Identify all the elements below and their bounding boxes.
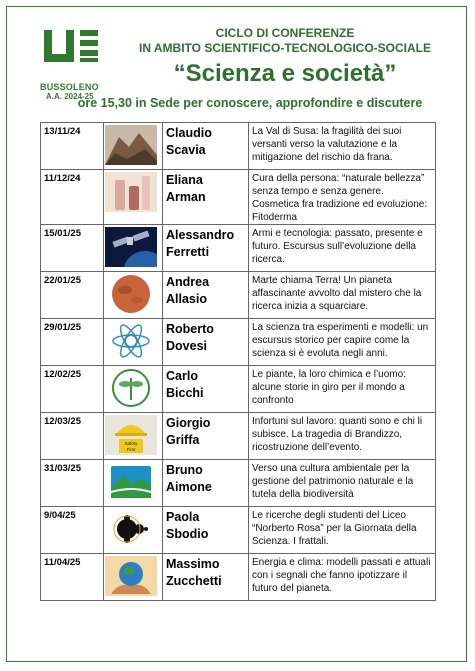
safety-image bbox=[105, 415, 157, 455]
talk-description: La Val di Susa: la fragilità dei suoi versanti verso la valutazione e la mitigazione del rischio da frana. bbox=[249, 123, 436, 170]
speaker-first-name: Eliana bbox=[166, 173, 203, 187]
talk-description: Infortuni sul lavoro: quanti sono e chi li subisce. La tragedia di Brandizzo, ricostruzione dell’evento. bbox=[249, 413, 436, 460]
speaker-last-name: Arman bbox=[166, 190, 206, 204]
speaker-last-name: Aimone bbox=[166, 480, 212, 494]
talk-description: La scienza tra esperimenti e modelli: un escursus storico per capire come la scienza si è evoluta negli anni. bbox=[249, 319, 436, 366]
talk-date: 22/01/25 bbox=[41, 272, 104, 319]
speaker-last-name: Dovesi bbox=[166, 339, 207, 353]
table-row bbox=[41, 507, 436, 554]
talk-description: Cura della persona: “naturale bellezza” senza tempo e senza genere. Cosmetica fra tradizione ed evoluzione: Fitoderma bbox=[249, 170, 436, 225]
table-row bbox=[41, 413, 436, 460]
talk-date: 12/02/25 bbox=[41, 366, 104, 413]
speaker-first-name: Giorgio bbox=[166, 416, 211, 430]
talk-description: Energia e clima: modelli passati e attuali con i segnali che fanno ipotizzare il futuro del pianeta. bbox=[249, 554, 436, 601]
table-row bbox=[41, 366, 436, 413]
speaker-last-name: Sbodio bbox=[166, 527, 209, 541]
speaker-first-name: Claudio bbox=[166, 126, 212, 140]
speaker-last-name: Scavia bbox=[166, 143, 206, 157]
table-row bbox=[41, 272, 436, 319]
table-row bbox=[41, 225, 436, 272]
speaker-last-name: Allasio bbox=[166, 292, 207, 306]
svg-text:Safety: Safety bbox=[124, 441, 138, 446]
speaker-last-name: Bicchi bbox=[166, 386, 204, 400]
talk-date: 29/01/25 bbox=[41, 319, 104, 366]
talk-date: 12/03/25 bbox=[41, 413, 104, 460]
speaker-first-name: Paola bbox=[166, 510, 200, 524]
fractal-image bbox=[105, 509, 157, 549]
table-row bbox=[41, 554, 436, 601]
talk-date: 11/04/25 bbox=[41, 554, 104, 601]
logo-mark-icon bbox=[44, 30, 100, 64]
talk-description: Marte chiama Terra! Un pianeta affascinante avvolto dal mistero che la ricerca inizia a squarciare. bbox=[249, 272, 436, 319]
environment-logo-image bbox=[105, 462, 157, 502]
mountain-image bbox=[105, 125, 157, 165]
page-title: “Scienza e società” bbox=[173, 60, 397, 87]
academic-year: A.A. 2024-25 bbox=[46, 92, 94, 101]
unitre-logo bbox=[40, 26, 100, 101]
talk-date: 31/03/25 bbox=[41, 460, 104, 507]
speaker-last-name: Ferretti bbox=[166, 245, 210, 259]
satellite-image bbox=[105, 227, 157, 267]
table-row bbox=[41, 123, 436, 170]
talk-date: 15/01/25 bbox=[41, 225, 104, 272]
header-line-2: IN AMBITO SCIENTIFICO-TECNOLOGICO-SOCIALE bbox=[139, 41, 431, 55]
page-subtitle: ore 15,30 in Sede per conoscere, approfondire e discutere bbox=[77, 96, 423, 110]
svg-text:First: First bbox=[126, 447, 136, 452]
speaker-first-name: Bruno bbox=[166, 463, 203, 477]
speaker-first-name: Alessandro bbox=[166, 228, 235, 242]
plant-logo-image bbox=[105, 368, 157, 408]
table-row bbox=[41, 319, 436, 366]
speaker-last-name: Griffa bbox=[166, 433, 200, 447]
talk-date: 13/11/24 bbox=[41, 123, 104, 170]
header-line-1: CICLO DI CONFERENZE bbox=[215, 26, 355, 40]
speaker-first-name: Massimo bbox=[166, 557, 220, 571]
cosmetics-image bbox=[105, 172, 157, 212]
mars-image bbox=[105, 274, 157, 314]
speaker-first-name: Carlo bbox=[166, 369, 198, 383]
talk-description: Armi e tecnologia: passato, presente e futuro. Escursus sull’evoluzione della ricerca. bbox=[249, 225, 436, 272]
speaker-last-name: Zucchetti bbox=[166, 574, 222, 588]
table-row bbox=[41, 460, 436, 507]
science-image bbox=[105, 321, 157, 361]
logo-name: BUSSOLENO bbox=[40, 82, 99, 92]
table-row bbox=[41, 170, 436, 225]
program-table bbox=[40, 122, 436, 601]
speaker-first-name: Roberto bbox=[166, 322, 214, 336]
talk-description: Le piante, la loro chimica e l’uomo: alcune storie in giro per il mondo a confronto bbox=[249, 366, 436, 413]
talk-description: Verso una cultura ambientale per la gestione del patrimonio naturale e la tutela della biodiversità bbox=[249, 460, 436, 507]
talk-date: 11/12/24 bbox=[41, 170, 104, 225]
talk-description: Le ricerche degli studenti del Liceo “Norberto Rosa” per la Giornata della Scienza. I frattali. bbox=[249, 507, 436, 554]
speaker-first-name: Andrea bbox=[166, 275, 210, 289]
talk-date: 9/04/25 bbox=[41, 507, 104, 554]
earth-hands-image bbox=[105, 556, 157, 596]
